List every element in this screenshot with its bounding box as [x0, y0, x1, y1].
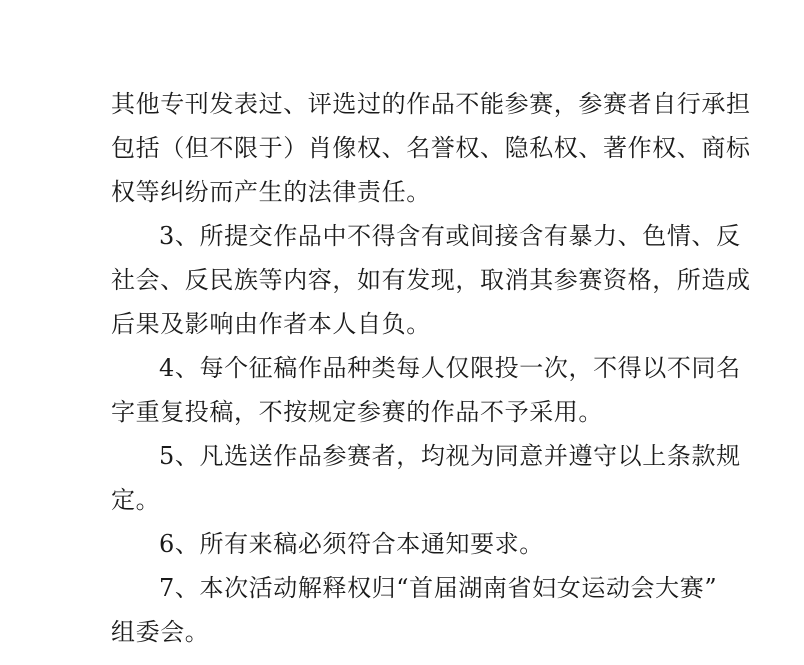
clause-5-start: 5、凡选送作品参赛者，均视为同意并遵守以上条款规 — [159, 442, 741, 470]
text-line: 其他专刊发表过、评选过的作品不能参赛，参赛者自行承担 — [111, 90, 751, 118]
text-line: 字重复投稿，不按规定参赛的作品不予采用。 — [111, 398, 603, 426]
text-line: 后果及影响由作者本人自负。 — [111, 310, 431, 338]
text-line: 权等纠纷而产生的法律责任。 — [111, 178, 431, 206]
clause-3-start: 3、所提交作品中不得含有或间接含有暴力、色情、反 — [159, 222, 741, 250]
document-body — [111, 82, 751, 654]
clause-4-start: 4、每个征稿作品种类每人仅限投一次，不得以不同名 — [159, 354, 741, 382]
text-line: 组委会。 — [111, 618, 210, 646]
text-line: 社会、反民族等内容，如有发现，取消其参赛资格，所造成 — [111, 266, 751, 294]
text-line: 包括（但不限于）肖像权、名誉权、隐私权、著作权、商标 — [111, 134, 751, 162]
text-line: 定。 — [111, 486, 161, 514]
clause-6-start: 6、所有来稿必须符合本通知要求。 — [159, 530, 544, 558]
clause-7-start: 7、本次活动解释权归“首届湖南省妇女运动会大赛” — [159, 574, 718, 602]
